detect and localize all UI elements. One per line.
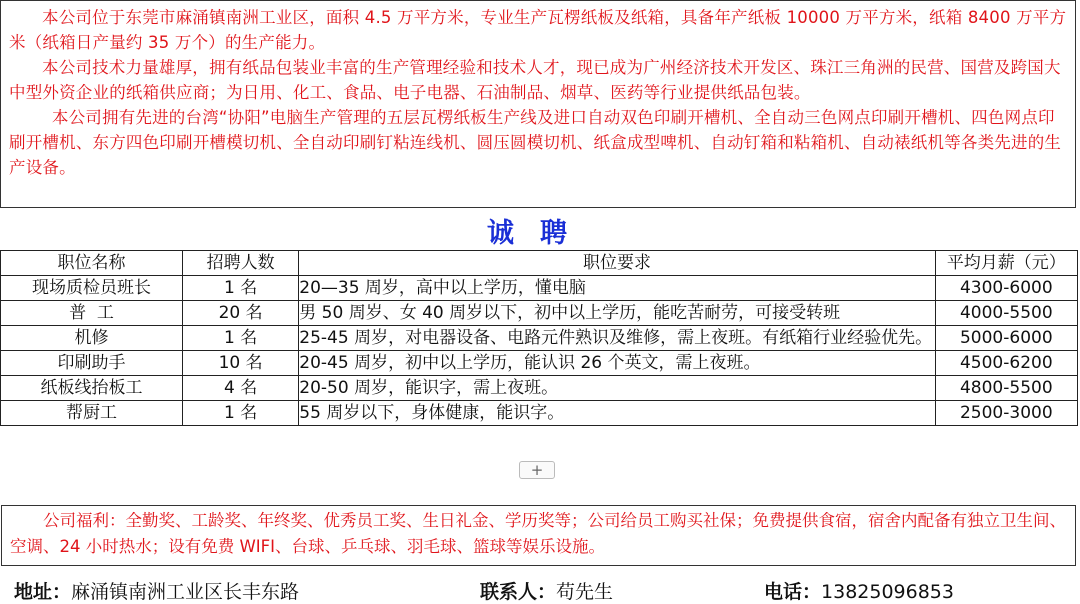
header-count: 招聘人数 <box>182 251 298 276</box>
page-title: 诚聘 <box>487 218 593 249</box>
phone-value: 13825096853 <box>821 581 954 603</box>
cell-position: 机修 <box>1 326 183 351</box>
cell-requirements: 25-45 周岁，对电器设备、电路元件熟识及维修，需上夜班。有纸箱行业经验优先。 <box>299 326 935 351</box>
cell-salary: 4500-6200 <box>935 351 1077 376</box>
table-row <box>1 401 1078 426</box>
cell-requirements: 20-50 周岁，能识字，需上夜班。 <box>299 376 935 401</box>
add-row-button[interactable]: + <box>519 461 555 479</box>
address-label: 地址： <box>14 581 72 603</box>
cell-requirements: 20—35 周岁，高中以上学历，懂电脑 <box>299 276 935 301</box>
cell-position: 帮厨工 <box>1 401 183 426</box>
intro-paragraph-1: 本公司位于东莞市麻涌镇南洲工业区，面积 4.5 万平方米，专业生产瓦楞纸板及纸箱，具备年产纸板 10000 万平方米，纸箱 8400 万平方米（纸箱日产量约 35 万个）的生产能力。 <box>9 8 1067 52</box>
table-row <box>1 351 1078 376</box>
table-row <box>1 301 1078 326</box>
cell-requirements: 55 周岁以下，身体健康，能识字。 <box>299 401 935 426</box>
cell-requirements: 20-45 周岁，初中以上学历，能认识 26 个英文，需上夜班。 <box>299 351 935 376</box>
cell-count: 1 名 <box>182 276 298 301</box>
cell-salary: 4000-5500 <box>935 301 1077 326</box>
cell-position: 纸板线抬板工 <box>1 376 183 401</box>
table-row <box>1 276 1078 301</box>
intro-paragraph-3: 本公司拥有先进的台湾“协阳”电脑生产管理的五层瓦楞纸板生产线及进口自动双色印刷开槽机、全自动三色网点印刷开槽机、四色网点印刷开槽机、东方四色印刷开槽模切机、全自动印刷钉粘连线机、圆压圆模切机、纸盒成型啤机、自动钉箱和粘箱机、自动裱纸机等各类先进的生产设备。 <box>9 108 1062 177</box>
benefits-text: 公司福利：全勤奖、工龄奖、年终奖、优秀员工奖、生日礼金、学历奖等；公司给员工购买社保；免费提供食宿，宿舍内配备有独立卫生间、空调、24 小时热水；设有免费 WIFI、台球、乒乓球、羽毛球、篮球等娱乐设施。 <box>10 511 1066 556</box>
cell-position: 现场质检员班长 <box>1 276 183 301</box>
cell-count: 1 名 <box>182 401 298 426</box>
table-row <box>1 326 1078 351</box>
cell-position: 普 工 <box>1 301 183 326</box>
cell-requirements: 男 50 周岁、女 40 周岁以下，初中以上学历，能吃苦耐劳，可接受转班 <box>299 301 935 326</box>
intro-paragraph-2: 本公司技术力量雄厚，拥有纸品包装业丰富的生产管理经验和技术人才，现已成为广州经济技术开发区、珠江三角洲的民营、国营及跨国大中型外资企业的纸箱供应商；为日用、化工、食品、电子电器、石油制品、烟草、医药等行业提供纸品包装。 <box>9 58 1061 102</box>
cell-count: 4 名 <box>182 376 298 401</box>
phone-label: 电话： <box>764 581 822 603</box>
cell-salary: 4300-6000 <box>935 276 1077 301</box>
address <box>14 577 299 604</box>
cell-count: 10 名 <box>182 351 298 376</box>
header-requirements: 职位要求 <box>299 251 935 276</box>
benefits-box <box>1 505 1076 566</box>
cell-count: 20 名 <box>182 301 298 326</box>
contact-value: 苟先生 <box>556 581 614 603</box>
contact-label: 联系人： <box>480 581 557 603</box>
cell-salary: 4800-5500 <box>935 376 1077 401</box>
cell-salary: 5000-6000 <box>935 326 1077 351</box>
cell-salary: 2500-3000 <box>935 401 1077 426</box>
table-row <box>1 376 1078 401</box>
company-intro <box>0 0 1076 208</box>
jobs-table <box>0 250 1078 426</box>
cell-position: 印刷助手 <box>1 351 183 376</box>
cell-count: 1 名 <box>182 326 298 351</box>
header-salary: 平均月薪（元） <box>935 251 1077 276</box>
header-position: 职位名称 <box>1 251 183 276</box>
phone <box>764 577 954 604</box>
contact <box>480 577 613 604</box>
address-value: 麻涌镇南洲工业区长丰东路 <box>71 581 300 603</box>
table-header-row <box>1 251 1078 276</box>
